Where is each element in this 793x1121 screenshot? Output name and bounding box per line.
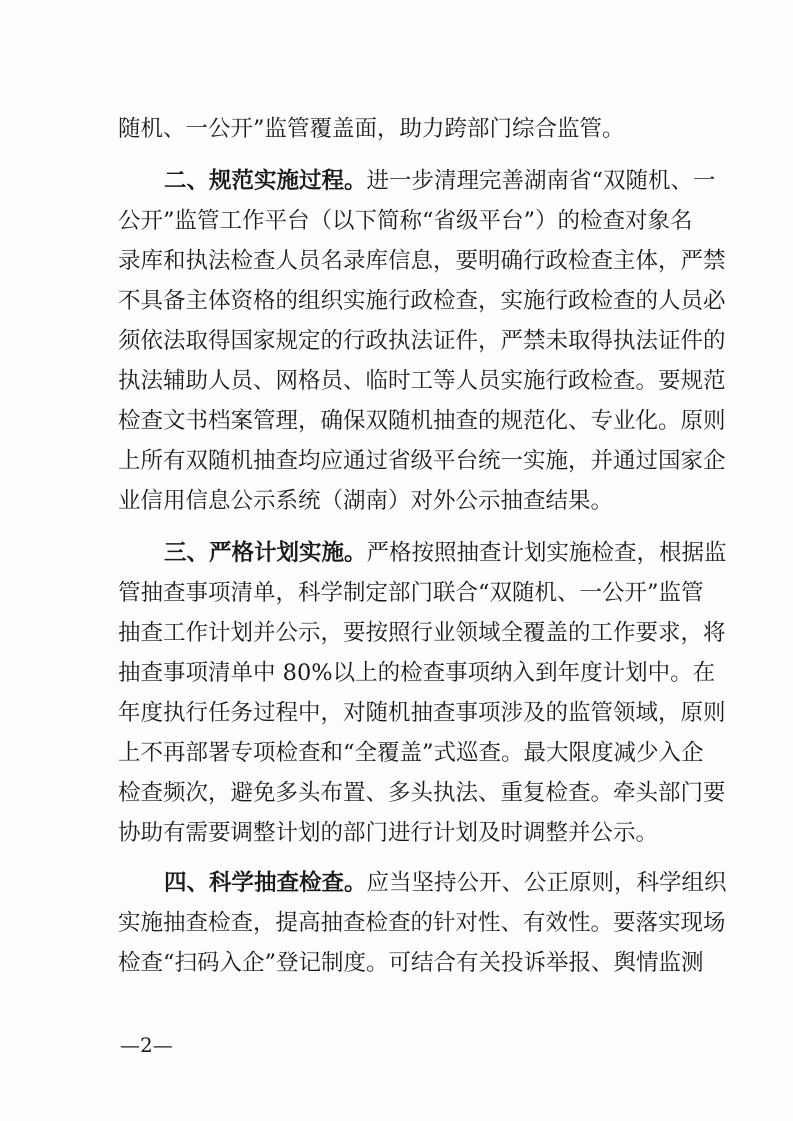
body-line [118, 206, 693, 236]
body-line [118, 778, 726, 808]
body-line [118, 366, 726, 396]
body-line [118, 698, 726, 728]
section-heading-four: 四、科学抽查检查。 [164, 870, 367, 896]
body-line [118, 486, 688, 516]
text-line: 实施抽查检查，提高抽查检查的针对性、有效性。要落实现场 [118, 910, 726, 936]
text-line: 随机、一公开”监管覆盖面，助力跨部门综合监管。 [118, 116, 625, 142]
text-line: 年度执行任务过程中，对随机抽查事项涉及的监管领域，原则 [118, 700, 726, 726]
text-line: 管抽查事项清单，科学制定部门联合“双随机、一公开”监管 [118, 580, 704, 606]
body-line [118, 658, 716, 688]
section-four-first-line [164, 868, 727, 898]
text-line: 应当坚持公开、公正原则，科学组织 [366, 870, 727, 896]
paragraph-continuation-line [118, 114, 688, 144]
body-line [118, 446, 726, 476]
text-line: 抽查事项清单中 80%以上的检查事项纳入到年度计划中。在 [118, 660, 716, 686]
text-line: 抽查工作计划并公示，要按照行业领域全覆盖的工作要求，将 [118, 620, 726, 646]
body-line [118, 406, 726, 436]
body-line [118, 948, 704, 978]
section-two-first-line [164, 166, 716, 196]
text-line: 检查“扫码入企”登记制度。可结合有关投诉举报、舆情监测 [118, 950, 704, 976]
text-line: 公开”监管工作平台（以下简称“省级平台”）的检查对象名 [118, 208, 693, 234]
body-line [118, 738, 704, 768]
body-line [118, 578, 704, 608]
body-line [118, 618, 726, 648]
text-line: 执法辅助人员、网格员、临时工等人员实施行政检查。要规范 [118, 368, 726, 394]
section-three-first-line [164, 538, 727, 568]
text-line: 须依法取得国家规定的行政执法证件，严禁未取得执法证件的 [118, 328, 726, 354]
text-line: 不具备主体资格的组织实施行政检查，实施行政检查的人员必 [118, 288, 726, 314]
body-line [118, 246, 726, 276]
text-line: 检查频次，避免多头布置、多头执法、重复检查。牵头部门要 [118, 780, 726, 806]
body-line [118, 908, 726, 938]
text-line: 检查文书档案管理，确保双随机抽查的规范化、专业化。原则 [118, 408, 726, 434]
text-line: 上不再部署专项检查和“全覆盖”式巡查。最大限度减少入企 [118, 740, 704, 766]
body-line [118, 818, 688, 848]
section-heading-two: 二、规范实施过程。 [164, 168, 367, 194]
text-line: 业信用信息公示系统（湖南）对外公示抽查结果。 [118, 488, 614, 514]
section-heading-three: 三、严格计划实施。 [164, 540, 367, 566]
text-line: 严格按照抽查计划实施检查，根据监 [366, 540, 727, 566]
body-line [118, 326, 726, 356]
body-line [118, 286, 726, 316]
text-line: 协助有需要调整计划的部门进行计划及时调整并公示。 [118, 820, 659, 846]
text-line: 进一步清理完善湖南省“双随机、一 [366, 168, 716, 194]
text-line: 上所有双随机抽查均应通过省级平台统一实施，并通过国家企 [118, 448, 726, 474]
page-number: —2— [120, 1033, 173, 1057]
text-line: 录库和执法检查人员名录库信息，要明确行政检查主体，严禁 [118, 248, 726, 274]
